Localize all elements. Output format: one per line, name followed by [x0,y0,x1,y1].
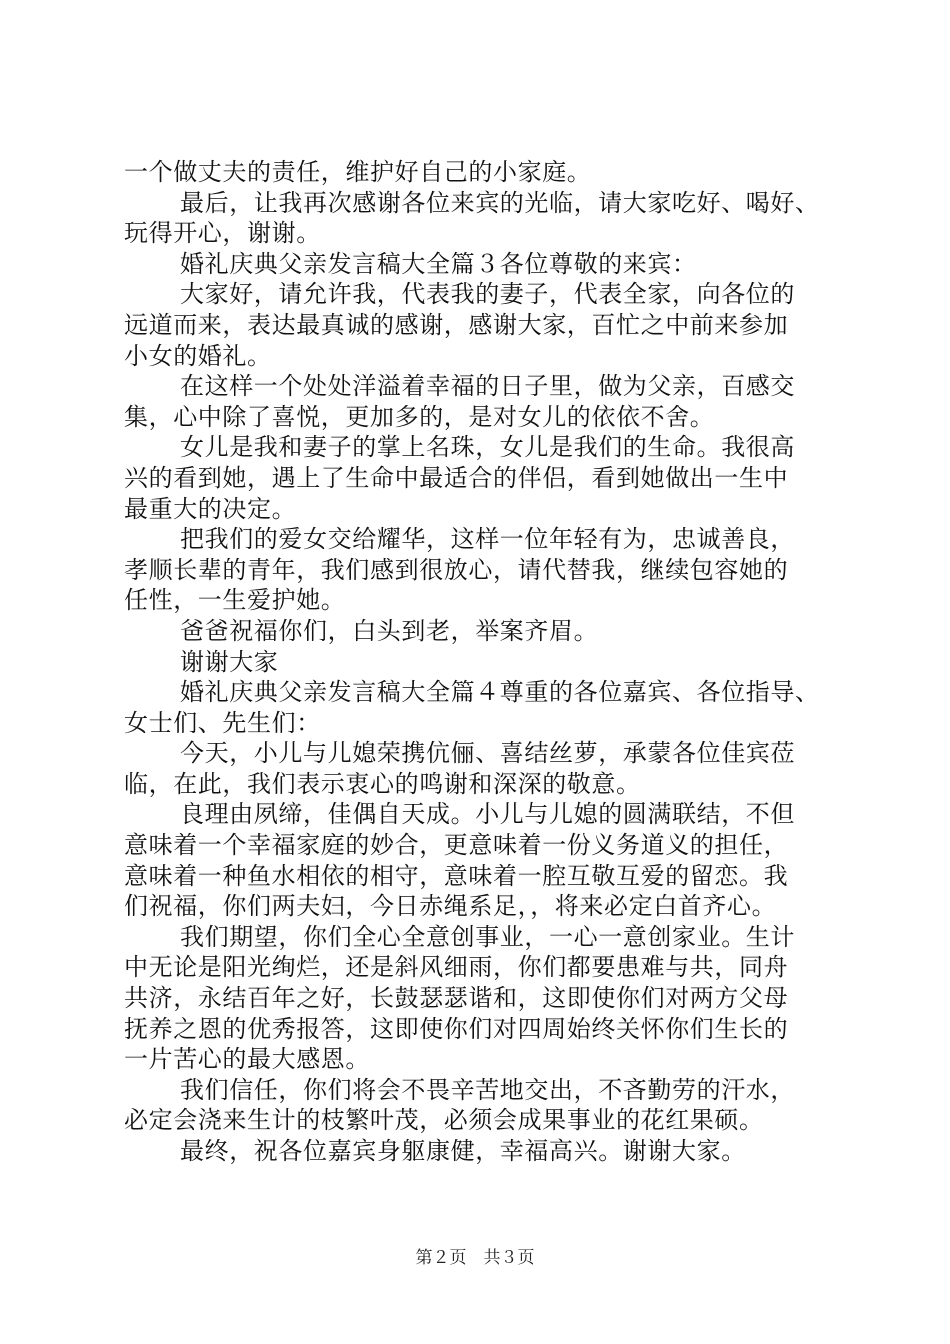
text-line: 集，心中除了喜悦，更加多的，是对女儿的依依不舍。 [124,402,715,431]
text-line: 谢谢大家 [180,647,279,676]
text-line: 女士们、先生们： [124,708,321,737]
document-body [124,157,856,1167]
text-line: 意味着一种鱼水相依的相守，意味着一腔互敬互爱的留恋。我 [124,861,789,890]
text-line: 把我们的爱女交给耀华，这样一位年轻有为，忠诚善良， [180,525,795,554]
text-line: 抚养之恩的优秀报答，这即使你们对四周始终关怀你们生长的 [124,1014,789,1043]
text-line: 婚礼庆典父亲发言稿大全篇４尊重的各位嘉宾、各位指导、 [180,678,820,707]
text-line: 婚礼庆典父亲发言稿大全篇３各位尊敬的来宾： [180,249,697,278]
text-line: 爸爸祝福你们，白头到老，举案齐眉。 [180,616,599,645]
text-line: 中无论是阳光绚烂，还是斜风细雨，你们都要患难与共，同舟 [124,953,789,982]
text-line: 意味着一个幸福家庭的妙合，更意味着一份义务道义的担任， [124,831,789,860]
text-line: 共济，永结百年之好，长鼓瑟瑟谐和，这即使你们对两方父母 [124,984,789,1013]
text-line: 一片苦心的最大感恩。 [124,1045,370,1074]
text-line: 我们期望，你们全心全意创事业，一心一意创家业。生计 [180,922,795,951]
text-line: 在这样一个处处洋溢着幸福的日子里，做为父亲，百感交 [180,372,795,401]
text-line: 我们信任，你们将会不畏辛苦地交出，不吝勤劳的汗水， [180,1075,795,1104]
text-line: 良理由夙缔，佳偶自天成。小儿与儿媳的圆满联结，不但 [180,800,795,829]
text-line: 女儿是我和妻子的掌上名珠，女儿是我们的生命。我很高 [180,433,795,462]
text-line: 玩得开心，谢谢。 [124,219,321,248]
text-line: 今天，小儿与儿媳荣携伉俪、喜结丝萝，承蒙各位佳宾莅 [180,739,795,768]
text-line: 大家好，请允许我，代表我的妻子，代表全家，向各位的 [180,280,795,309]
text-line: 必定会浇来生计的枝繁叶茂，必须会成果事业的花红果硕。 [124,1106,764,1135]
text-line: 们祝福，你们两夫妇，今日赤绳系足，，将来必定白首齐心。 [124,892,777,921]
text-line: 最重大的决定。 [124,494,297,523]
text-line: 最后，让我再次感谢各位来宾的光临，请大家吃好、喝好、 [180,188,820,217]
text-line: 最终，祝各位嘉宾身躯康健，幸福高兴。谢谢大家。 [180,1137,746,1165]
text-line: 孝顺长辈的青年，我们感到很放心，请代替我，继续包容她的 [124,555,789,584]
text-line: 远道而来，表达最真诚的感谢，感谢大家，百忙之中前来参加 [124,310,789,339]
page-footer: 第２页 共３页 [415,1248,535,1268]
text-line: 临，在此，我们表示衷心的鸣谢和深深的敬意。 [124,769,641,798]
text-line: 任性，一生爱护她。 [124,586,346,615]
text-line: 兴的看到她，遇上了生命中最适合的伴侣，看到她做出一生中 [124,463,789,492]
text-line: 一个做丈夫的责任，维护好自己的小家庭。 [124,158,592,186]
text-line: 小女的婚礼。 [124,341,272,370]
